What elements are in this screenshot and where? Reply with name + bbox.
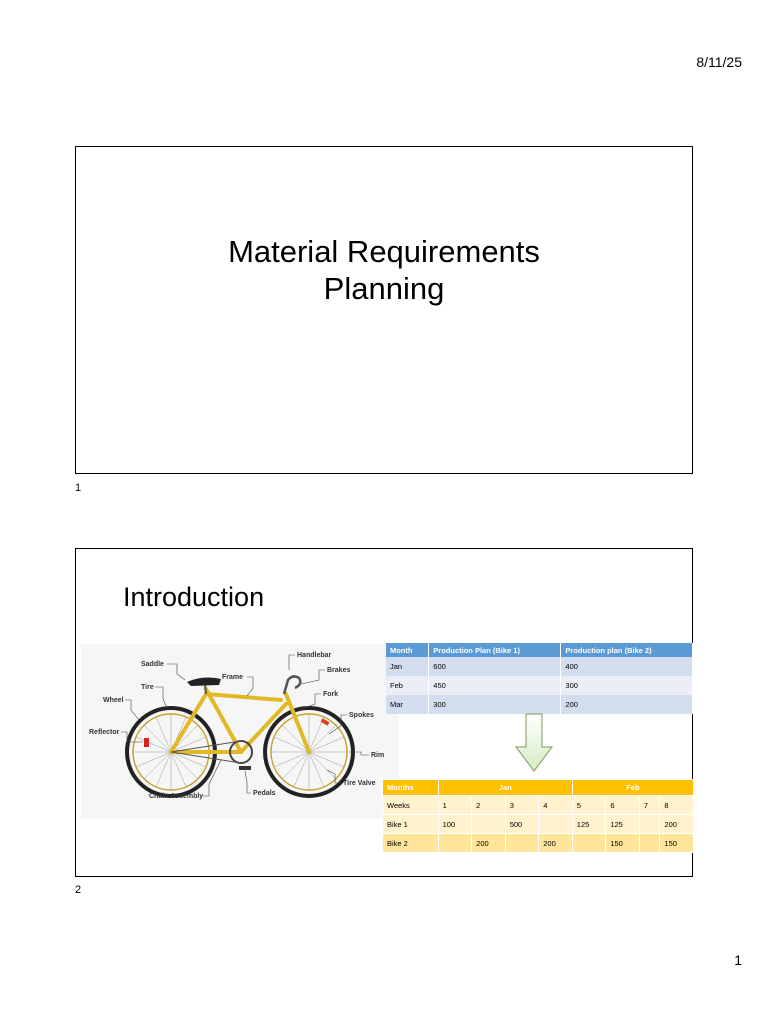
bike2-cell: [572, 834, 606, 853]
plan-cell: Mar: [386, 695, 429, 714]
table-row: [386, 657, 693, 676]
pedal-shape: [239, 766, 251, 770]
plan-cell: 300: [561, 676, 693, 695]
slide-1-number: 1: [75, 482, 82, 494]
label-rim: Rim: [371, 752, 385, 759]
slide-1-title-line-1: Material Requirements: [228, 234, 540, 269]
week-cell: 4: [539, 796, 573, 815]
bike1-cell: 500: [505, 815, 539, 834]
bike2-cell: 200: [539, 834, 573, 853]
label-pedals: Pedals: [253, 790, 276, 797]
row-label-bike1: Bike 1: [383, 815, 439, 834]
label-spokes: Spokes: [349, 712, 374, 719]
bike1-cell: 200: [660, 815, 694, 834]
bike2-cell: [639, 834, 660, 853]
bike2-cell: 150: [606, 834, 640, 853]
plan-cell: 600: [429, 657, 561, 676]
plan-cell: 300: [429, 695, 561, 714]
week-table-header-row: [383, 780, 694, 796]
week-cell: 3: [505, 796, 539, 815]
week-cell: 6: [606, 796, 640, 815]
bicycle-diagram: [81, 644, 399, 819]
plan-header-bike1: Production Plan (Bike 1): [429, 643, 561, 657]
slide-2-title: Introduction: [123, 582, 265, 612]
table-row: [383, 815, 694, 834]
week-cell: 2: [472, 796, 506, 815]
plan-cell: 400: [561, 657, 693, 676]
slide-2: [75, 548, 693, 877]
bike2-cell: [438, 834, 472, 853]
bike2-cell: 200: [472, 834, 506, 853]
week-cell: 5: [572, 796, 606, 815]
week-cell: 7: [639, 796, 660, 815]
label-fork: Fork: [323, 691, 339, 698]
table-row: [386, 695, 693, 714]
plan-cell: 200: [561, 695, 693, 714]
saddle-shape: [187, 678, 221, 686]
bike1-cell: [472, 815, 506, 834]
bike1-cell: 125: [606, 815, 640, 834]
bike1-cell: 125: [572, 815, 606, 834]
slide-1-title: [76, 233, 692, 307]
table-row: [386, 676, 693, 695]
week-cell: 8: [660, 796, 694, 815]
weeks-label: Weeks: [383, 796, 439, 815]
bike2-cell: 150: [660, 834, 694, 853]
plan-cell: Feb: [386, 676, 429, 695]
rear-reflector-shape: [144, 738, 149, 747]
slide-2-number: 2: [75, 884, 82, 896]
week-cell: 1: [438, 796, 472, 815]
slide-1: [75, 146, 693, 474]
week-header-feb: Feb: [572, 780, 693, 796]
table-row: [383, 796, 694, 815]
page-number: 1: [734, 952, 742, 968]
handlebar-shape: [284, 676, 300, 694]
label-chain-assembly: Chain Assembly: [149, 793, 204, 800]
plan-header-month: Month: [386, 643, 429, 657]
plan-cell: 450: [429, 676, 561, 695]
row-label-bike2: Bike 2: [383, 834, 439, 853]
bike1-cell: 100: [438, 815, 472, 834]
bike2-cell: [505, 834, 539, 853]
plan-table-header-row: [386, 643, 693, 657]
label-saddle: Saddle: [141, 661, 164, 668]
label-tire-valve: Tire Valve: [343, 780, 376, 787]
week-header-months: Months: [383, 780, 439, 796]
label-wheel: Wheel: [103, 697, 124, 704]
weekly-schedule-table: [382, 779, 694, 853]
table-row: [383, 834, 694, 853]
bike1-cell: [539, 815, 573, 834]
print-date: 8/11/25: [696, 54, 742, 70]
down-arrow-icon: [514, 713, 554, 773]
plan-cell: Jan: [386, 657, 429, 676]
slide-1-title-line-2: Planning: [323, 271, 445, 307]
week-header-jan: Jan: [438, 780, 572, 796]
plan-header-bike2: Production plan (Bike 2): [561, 643, 693, 657]
label-reflector: Reflector: [89, 729, 120, 736]
production-plan-table: [386, 643, 693, 714]
label-frame: Frame: [222, 674, 244, 681]
bike1-cell: [639, 815, 660, 834]
label-handlebar: Handlebar: [297, 652, 332, 659]
label-tire: Tire: [141, 684, 154, 691]
label-brakes: Brakes: [327, 667, 351, 674]
